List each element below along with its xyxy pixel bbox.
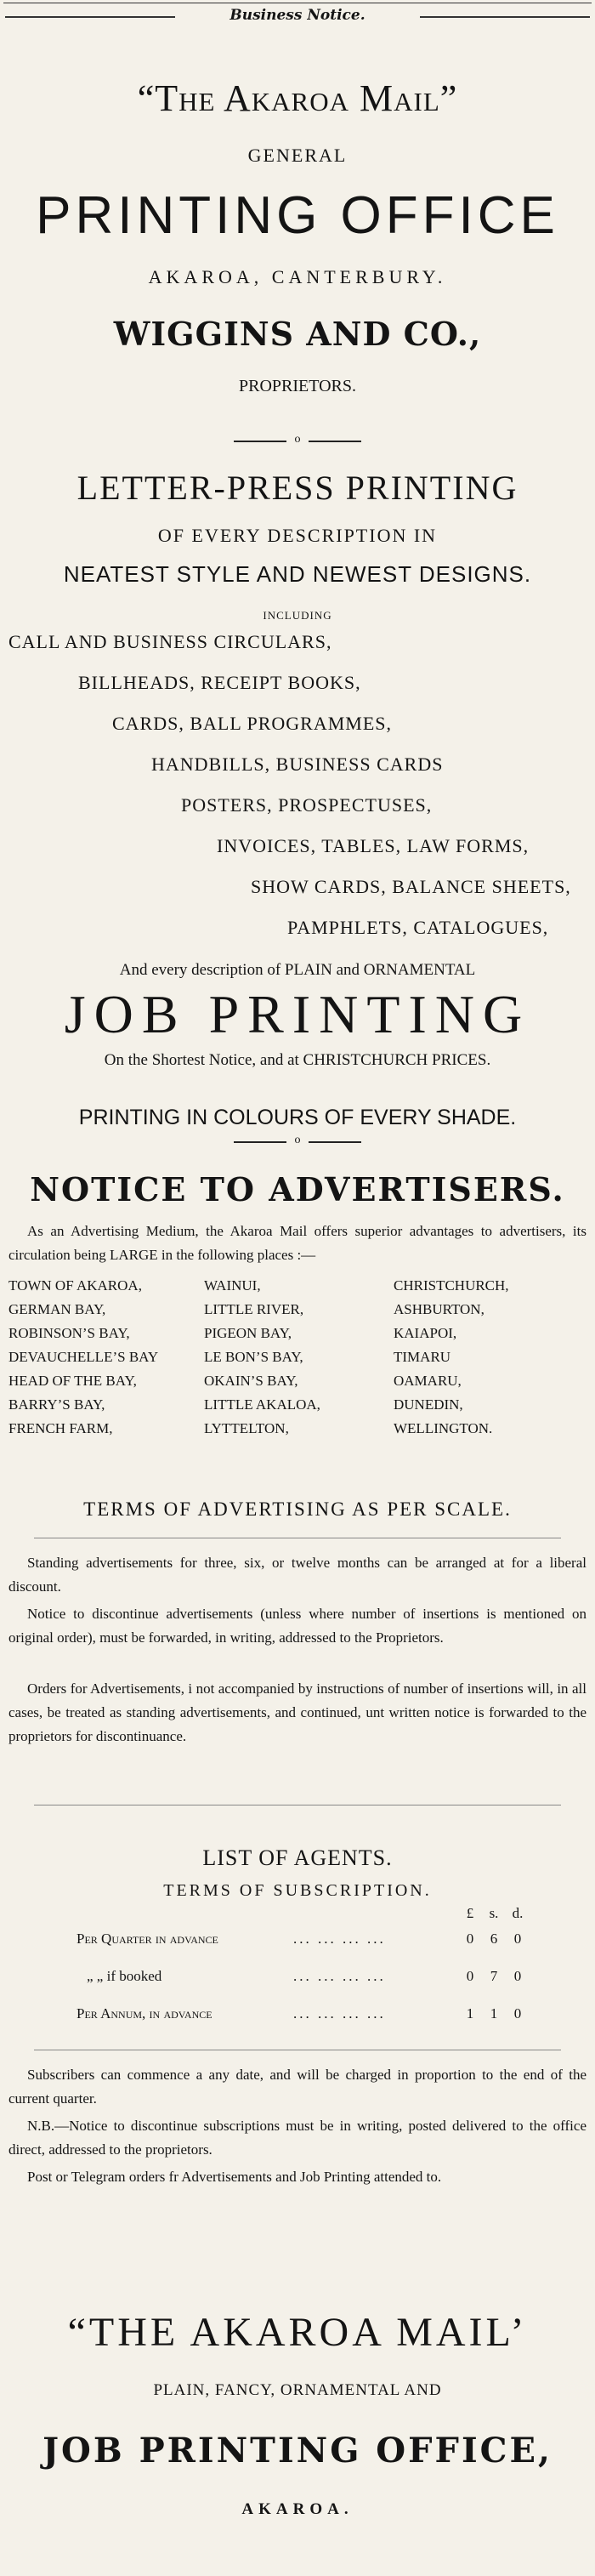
place-item: LYTTELTON, (204, 1420, 289, 1436)
proprietors-label: PROPRIETORS. (238, 377, 356, 395)
place-item: OAMARU, (394, 1373, 462, 1389)
column-header (0, 5, 595, 27)
place-item: TOWN OF AKAROA, (8, 1277, 142, 1294)
amount-pence: 0 (513, 1968, 522, 1984)
subscription-para-3: Post or Telegram orders fr Advertisements and Job Printing attended to. (27, 2169, 442, 2185)
amount-pence: 0 (513, 1931, 522, 1947)
amount-shillings: 7 (490, 1968, 498, 1984)
job-printing-heading: JOB PRINTING (64, 984, 531, 1044)
ornamental-divider (234, 435, 361, 447)
masthead-title: “The Akaroa Mail” (137, 77, 458, 119)
place-item: LE BON’S BAY, (204, 1349, 303, 1365)
service-item: HANDBILLS, BUSINESS CARDS (151, 753, 444, 775)
subscription-label: Per Annum, in advance (76, 2005, 212, 2022)
colours-line: PRINTING IN COLOURS OF EVERY SHADE. (78, 1106, 517, 1129)
subscription-row (76, 2005, 552, 2029)
place-item: DEVAUCHELLE’S BAY (8, 1349, 159, 1365)
advertisers-para-3: Orders for Advertisements, i not accompanied by instructions of number of insertions will, in all cases, be treated as standing advertisements, and continued, unt written notice is forwarded to the proprietors for discontinuance. (8, 1680, 586, 1744)
place-item: ASHBURTON, (394, 1301, 484, 1317)
place-item: FRENCH FARM, (8, 1420, 113, 1436)
shortest-notice: On the Shortest Notice, and at CHRISTCHURCH PRICES. (104, 1051, 491, 1069)
amount-pounds: 0 (466, 1968, 474, 1984)
every-description: OF EVERY DESCRIPTION IN (157, 525, 438, 546)
advertisers-para-1: Standing advertisements for three, six, or twelve months can be arranged at for a liberal discount. (8, 1555, 586, 1595)
header-rule-right (420, 16, 590, 18)
service-item: PAMPHLETS, CATALOGUES, (287, 917, 549, 938)
firm-name: WIGGINS AND CO., (113, 315, 482, 353)
place-item: ROBINSON’S BAY, (8, 1325, 130, 1341)
currency-pence: d. (512, 1905, 524, 1921)
currency-pounds: £ (466, 1905, 474, 1921)
subscription-row (76, 1968, 552, 1992)
masthead-location: AKAROA, CANTERBURY. (148, 266, 447, 287)
and-every-description: And every description of PLAIN and ORNAMENTAL (119, 961, 476, 979)
notice-to-advertisers-heading: NOTICE TO ADVERTISERS. (30, 1170, 565, 1208)
place-item: CHRISTCHURCH, (394, 1277, 509, 1294)
amount-pence: 0 (513, 2005, 522, 2022)
place-item: GERMAN BAY, (8, 1301, 106, 1317)
places-column-3 (394, 1274, 509, 1441)
place-item: KAIAPOI, (394, 1325, 457, 1341)
amount-shillings: 6 (490, 1931, 498, 1947)
subscription-label: Per Quarter in advance (76, 1931, 218, 1947)
place-item: LITTLE RIVER, (204, 1301, 304, 1317)
printing-office-heading: PRINTING OFFICE (36, 186, 559, 245)
ornamental-divider (234, 1136, 361, 1148)
terms-of-advertising: TERMS OF ADVERTISING AS PER SCALE. (83, 1498, 512, 1520)
place-item: TIMARU (394, 1349, 451, 1365)
advertisers-intro: As an Advertising Medium, the Akaroa Mail offers superior advantages to advertisers, its circulation being LARGE in the following places :— (8, 1223, 586, 1263)
terms-of-subscription: TERMS OF SUBSCRIPTION. (163, 1881, 432, 1900)
amount-pounds: 0 (466, 1931, 474, 1947)
subscription-para-1: Subscribers can commence a any date, and will be charged in proportion to the end of the current quarter. (8, 2067, 586, 2107)
footer-job-printing-office: JOB PRINTING OFFICE, (42, 2431, 552, 2471)
places-column-1 (8, 1274, 158, 1441)
currency-header (76, 1905, 552, 1929)
places-column-2 (204, 1274, 320, 1441)
service-item: SHOW CARDS, BALANCE SHEETS, (251, 876, 571, 897)
amount-pounds: 1 (466, 2005, 474, 2022)
list-of-agents-heading: LIST OF AGENTS. (202, 1845, 393, 1870)
place-item: WELLINGTON. (394, 1420, 493, 1436)
place-item: LITTLE AKALOA, (204, 1396, 320, 1413)
subscription-row (76, 1931, 552, 1954)
subscription-label: „ „ if booked (87, 1968, 162, 1984)
service-item: CALL AND BUSINESS CIRCULARS, (8, 631, 332, 652)
place-item: BARRY’S BAY, (8, 1396, 105, 1413)
leader-dots: ... ... ... ... (293, 1968, 386, 1984)
place-item: DUNEDIN, (394, 1396, 463, 1413)
currency-shillings: s. (489, 1905, 499, 1921)
including-label: INCLUDING (263, 609, 332, 622)
top-border (3, 0, 592, 3)
masthead-general: GENERAL (247, 145, 348, 166)
header-label: Business Notice. (230, 7, 366, 24)
service-item: BILLHEADS, RECEIPT BOOKS, (78, 672, 361, 693)
subscription-para-2: N.B.—Notice to discontinue subscriptions must be in writing, posted delivered to the office direct, addressed to the proprietors. (8, 2118, 586, 2158)
service-item: POSTERS, PROSPECTUSES, (181, 794, 433, 816)
place-item: HEAD OF THE BAY, (8, 1373, 137, 1389)
service-item: CARDS, BALL PROGRAMMES, (112, 713, 393, 734)
leader-dots: ... ... ... ... (293, 1931, 386, 1947)
service-item: INVOICES, TABLES, LAW FORMS, (217, 835, 530, 856)
place-item: OKAIN’S BAY, (204, 1373, 298, 1389)
place-item: WAINUI, (204, 1277, 261, 1294)
divider-ornament: o (294, 1134, 301, 1146)
footer-title: “THE AKAROA MAIL’ (67, 2310, 528, 2355)
neatest-style: NEATEST STYLE AND NEWEST DESIGNS. (63, 561, 532, 587)
advertisers-para-2: Notice to discontinue advertisements (unless where number of insertions is mentioned on original order), must be forwarded, in writing, addressed to the Proprietors. (8, 1606, 586, 1646)
amount-shillings: 1 (490, 2005, 498, 2022)
footer-plain-fancy: PLAIN, FANCY, ORNAMENTAL AND (153, 2381, 442, 2399)
leader-dots: ... ... ... ... (293, 2005, 386, 2022)
divider-ornament: o (294, 433, 301, 446)
letterpress-heading: LETTER-PRESS PRINTING (76, 469, 518, 507)
place-item: PIGEON BAY, (204, 1325, 292, 1341)
footer-akaroa: AKAROA. (241, 2500, 354, 2518)
